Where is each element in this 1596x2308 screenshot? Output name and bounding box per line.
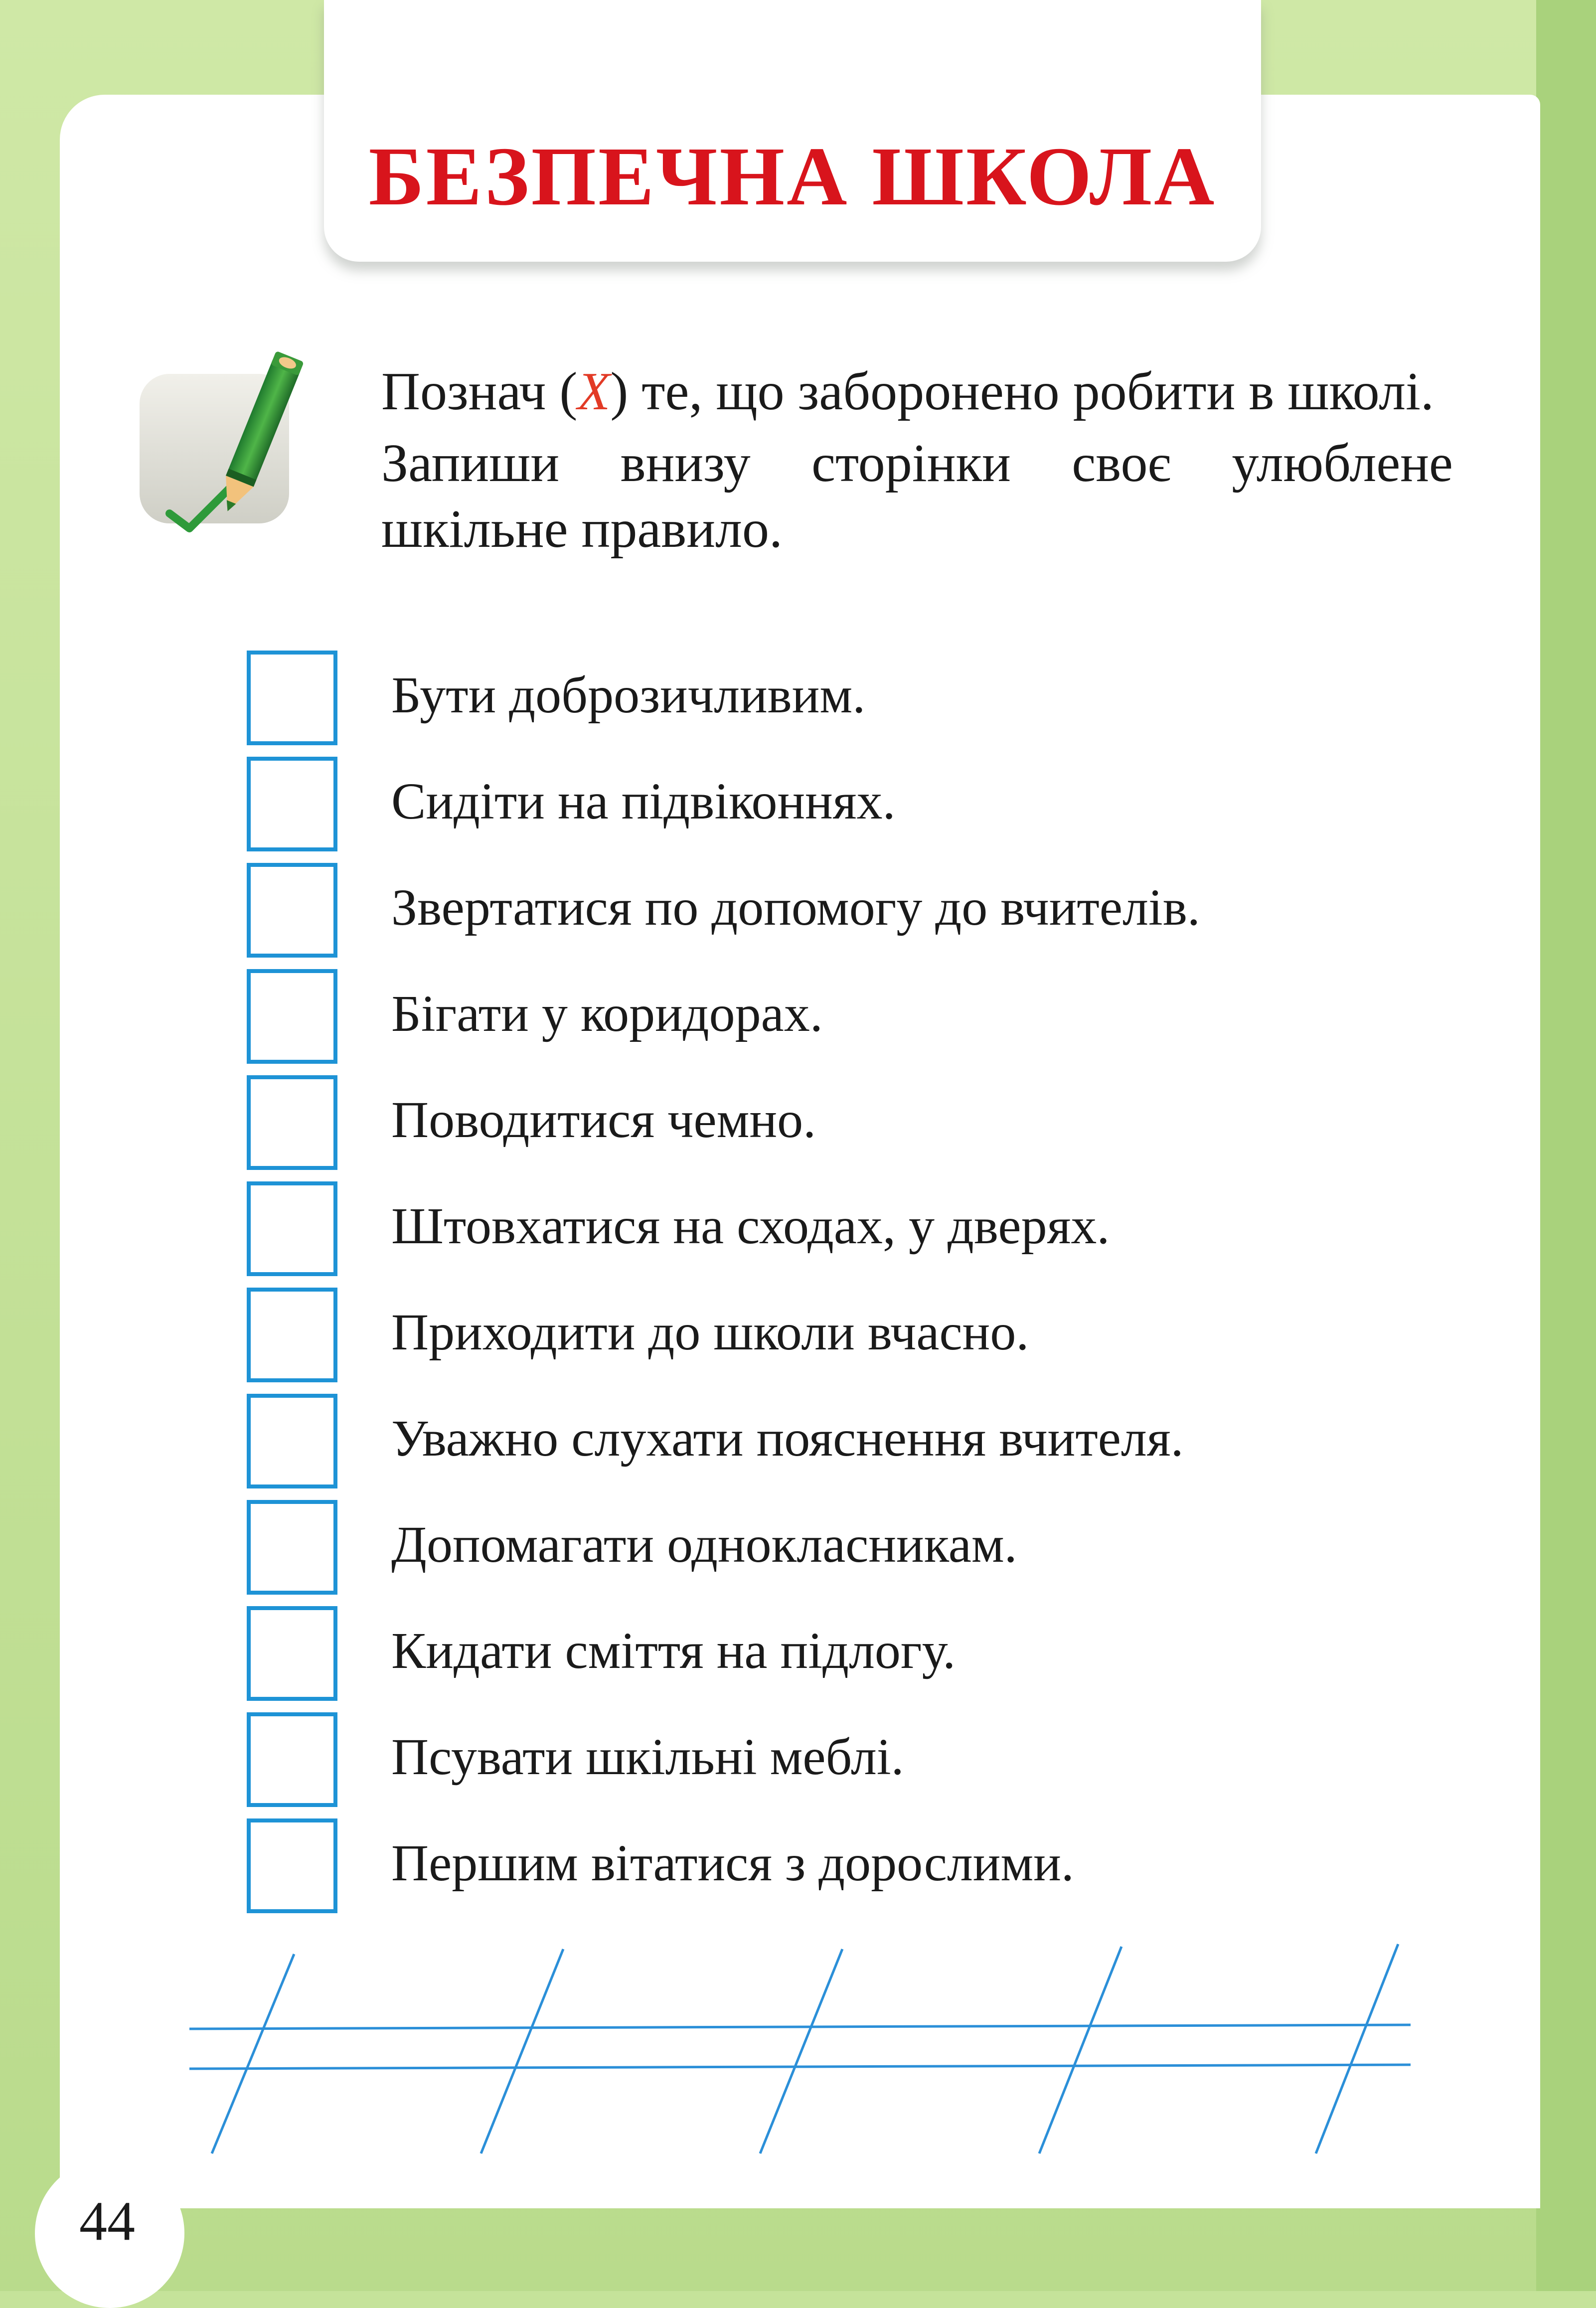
checklist-label: Бігати у коридорах. <box>391 985 823 1042</box>
checklist-label: Штовхатися на сходах, у дверях. <box>391 1197 1110 1255</box>
checkbox[interactable] <box>247 1818 337 1913</box>
checklist-item <box>247 863 1468 969</box>
checkbox[interactable] <box>247 1288 337 1382</box>
checklist-item <box>247 1500 1468 1606</box>
checklist-label: Псувати шкільні меблі. <box>391 1728 904 1786</box>
checklist-item <box>247 1075 1468 1181</box>
checkbox[interactable] <box>247 1500 337 1595</box>
instruction-line-mark: Познач (X) те, що заборонено робити в школі. <box>381 362 1435 421</box>
task-instruction <box>381 359 1453 562</box>
checklist-label: Поводитися чемно. <box>391 1091 816 1149</box>
checklist-item <box>247 651 1468 757</box>
checklist-label: Уважно слухати пояснення вчителя. <box>391 1410 1184 1467</box>
checkbox[interactable] <box>247 1606 337 1701</box>
checkbox[interactable] <box>247 651 337 745</box>
rules-checklist <box>247 651 1468 1925</box>
checklist-item <box>247 969 1468 1075</box>
instruction-line-write: Запиши внизу сторінки своє улюблене шкільне правило. <box>381 434 1453 559</box>
handwriting-lines[interactable] <box>189 1934 1411 2163</box>
checklist-label: Кидати сміття на підлогу. <box>391 1622 956 1679</box>
checkbox[interactable] <box>247 757 337 851</box>
checklist-item <box>247 1394 1468 1500</box>
checklist-item <box>247 1181 1468 1288</box>
checkbox[interactable] <box>247 1075 337 1170</box>
checklist-item <box>247 1712 1468 1818</box>
checkbox[interactable] <box>247 1394 337 1488</box>
checkbox[interactable] <box>247 1181 337 1276</box>
checkbox[interactable] <box>247 1712 337 1807</box>
checklist-label: Бути доброзичливим. <box>391 666 866 724</box>
checklist-label: Першим вітатися з дорослими. <box>391 1834 1074 1892</box>
checklist-item <box>247 1288 1468 1394</box>
checklist-item <box>247 1606 1468 1712</box>
checkbox[interactable] <box>247 863 337 958</box>
pencil-checkmark-icon <box>140 349 324 548</box>
page-title: БЕЗПЕЧНА ШКОЛА <box>368 130 1217 223</box>
checklist-label: Сидіти на підвіконнях. <box>391 773 896 830</box>
checklist-item <box>247 1818 1468 1925</box>
checkbox[interactable] <box>247 969 337 1064</box>
page-edge <box>1536 0 1596 2291</box>
page-number: 44 <box>79 2190 135 2252</box>
x-mark: X <box>577 362 611 421</box>
checklist-item <box>247 757 1468 863</box>
checklist-label: Приходити до школи вчасно. <box>391 1304 1029 1361</box>
checklist-label: Звертатися по допомогу до вчителів. <box>391 879 1200 936</box>
checklist-label: Допомагати однокласникам. <box>391 1516 1017 1573</box>
